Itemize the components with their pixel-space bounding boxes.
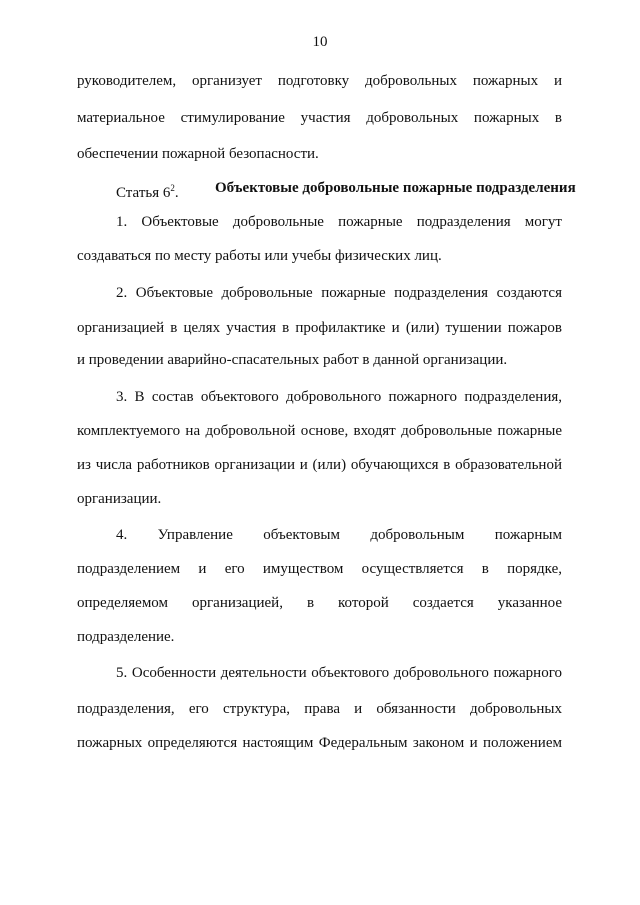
page-number: 10 xyxy=(312,34,328,50)
paragraph-4-line: подразделение. xyxy=(77,629,175,645)
paragraph-4-line: 4. Управление объектовым добровольным пожарным xyxy=(116,527,562,543)
paragraph-1-line: создаваться по месту работы или учебы физических лиц. xyxy=(77,248,442,264)
text-line: обеспечении пожарной безопасности. xyxy=(77,146,319,162)
paragraph-4-line: определяемом организацией, в которой создается указанное xyxy=(77,595,562,611)
paragraph-1-line: 1. Объектовые добровольные пожарные подразделения могут xyxy=(116,214,562,230)
paragraph-3-line: 3. В состав объектового добровольного пожарного подразделения, xyxy=(116,389,562,405)
article-title: Объектовые добровольные пожарные подразделения xyxy=(215,180,576,196)
text-line: руководителем, организует подготовку добровольных пожарных и xyxy=(77,73,562,89)
article-superscript: 2 xyxy=(170,183,175,193)
paragraph-3-line: организации. xyxy=(77,491,162,507)
paragraph-2-line: и проведении аварийно-спасательных работ в данной организации. xyxy=(77,352,508,368)
text-line: материальное стимулирование участия добровольных пожарных в xyxy=(77,110,562,126)
paragraph-5-line: подразделения, его структура, права и обязанности добровольных xyxy=(77,701,562,717)
paragraph-5-line: пожарных определяются настоящим Федеральным законом и положением xyxy=(77,735,562,751)
article-heading xyxy=(116,179,576,202)
paragraph-5-line: 5. Особенности деятельности объектового добровольного пожарного xyxy=(116,665,562,681)
paragraph-4-line: подразделением и его имуществом осуществляется в порядке, xyxy=(77,561,562,577)
article-label-suffix: . xyxy=(174,185,179,201)
paragraph-3-line: из числа работников организации и (или) обучающихся в образовательной xyxy=(77,457,562,473)
paragraph-2-line: организацией в целях участия в профилактике и (или) тушении пожаров xyxy=(77,320,562,336)
paragraph-2-line: 2. Объектовые добровольные пожарные подразделения создаются xyxy=(116,285,562,301)
paragraph-3-line: комплектуемого на добровольной основе, входят добровольные пожарные xyxy=(77,423,562,439)
article-label: Статья 6 xyxy=(116,185,171,201)
